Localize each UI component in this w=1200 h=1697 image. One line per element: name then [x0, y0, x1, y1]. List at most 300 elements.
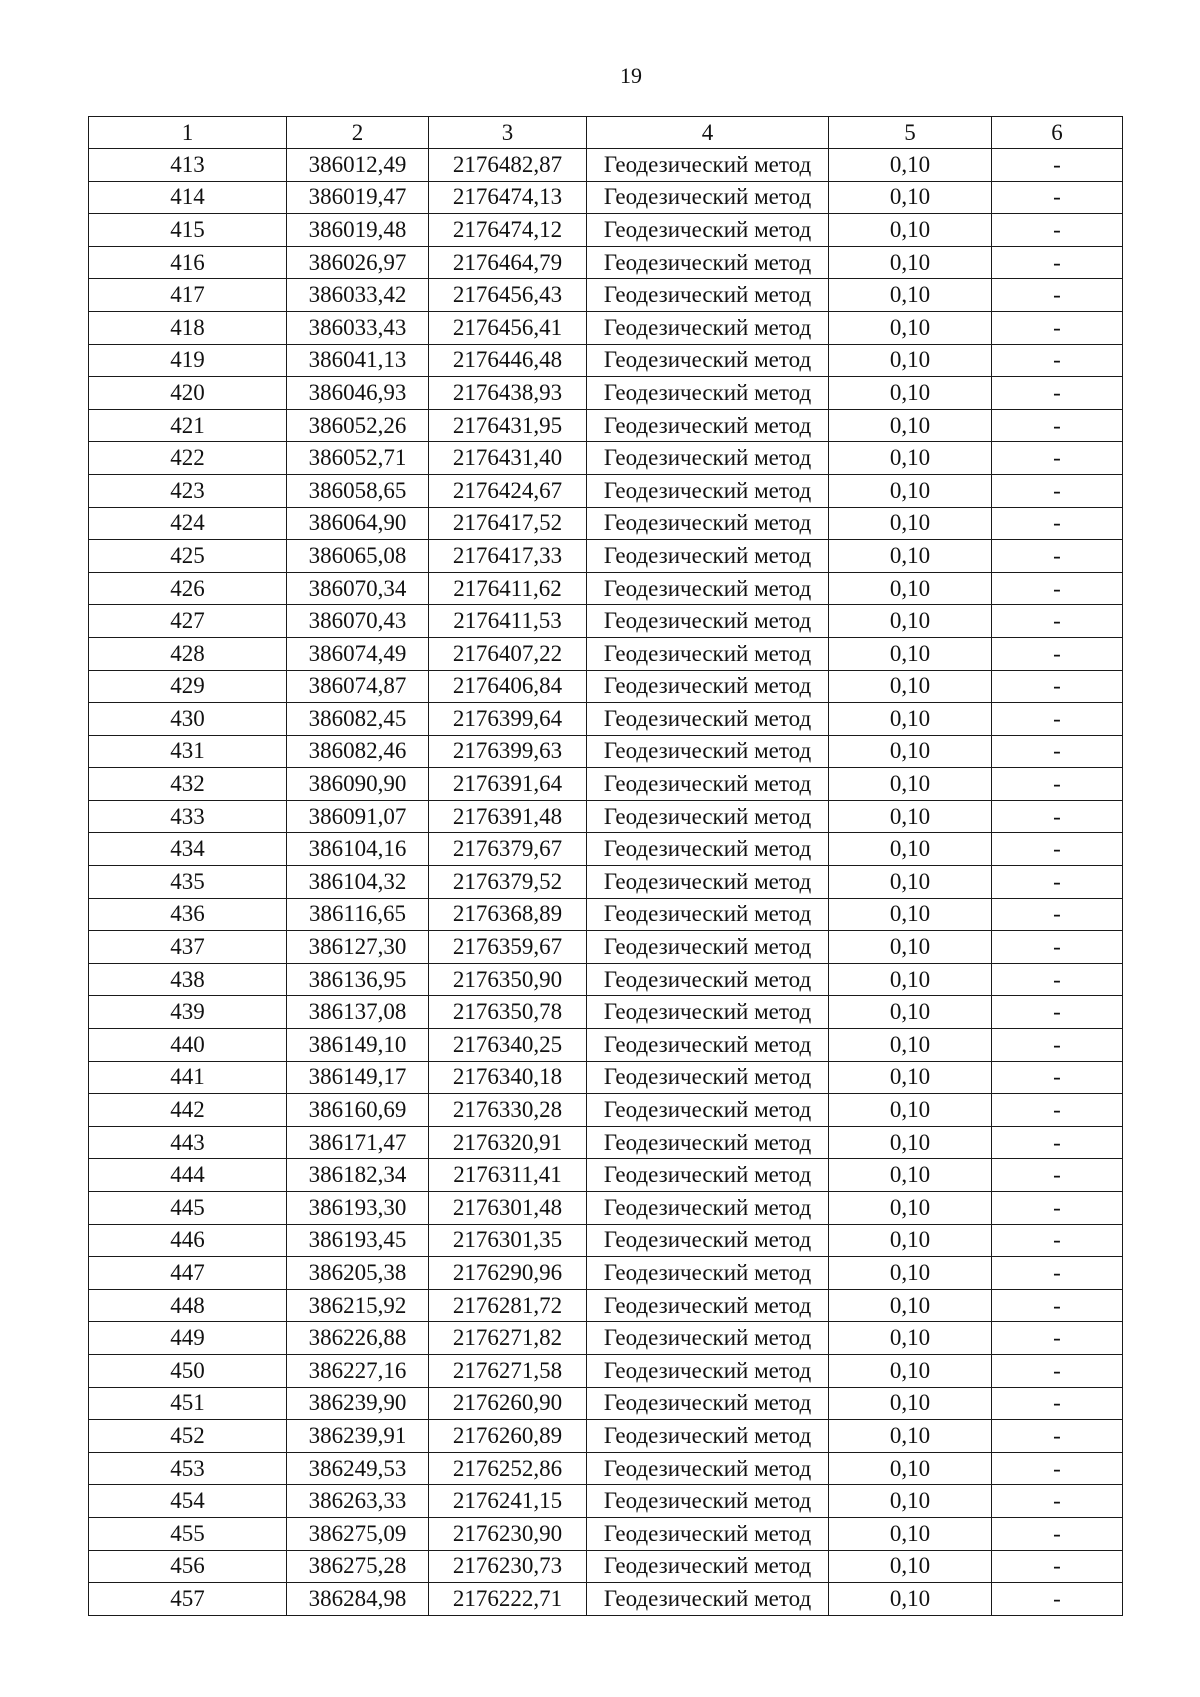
method-cell: Геодезический метод [587, 377, 829, 410]
table-row [89, 1126, 1123, 1159]
point-number-cell: 457 [89, 1583, 287, 1616]
table-row [89, 1485, 1123, 1518]
x-coordinate-cell: 386046,93 [287, 377, 429, 410]
point-number-cell: 441 [89, 1061, 287, 1094]
accuracy-cell: 0,10 [829, 1094, 992, 1127]
x-coordinate-cell: 386074,87 [287, 670, 429, 703]
accuracy-cell: 0,10 [829, 311, 992, 344]
table-row [89, 1257, 1123, 1290]
method-cell: Геодезический метод [587, 409, 829, 442]
method-cell: Геодезический метод [587, 800, 829, 833]
point-number-cell: 446 [89, 1224, 287, 1257]
accuracy-cell: 0,10 [829, 637, 992, 670]
method-cell: Геодезический метод [587, 605, 829, 638]
description-cell: - [992, 1257, 1123, 1290]
accuracy-cell: 0,10 [829, 540, 992, 573]
method-cell: Геодезический метод [587, 1126, 829, 1159]
point-number-cell: 448 [89, 1289, 287, 1322]
y-coordinate-cell: 2176446,48 [429, 344, 587, 377]
table-row [89, 279, 1123, 312]
method-cell: Геодезический метод [587, 1094, 829, 1127]
accuracy-cell: 0,10 [829, 1420, 992, 1453]
accuracy-cell: 0,10 [829, 1029, 992, 1062]
y-coordinate-cell: 2176399,64 [429, 703, 587, 736]
method-cell: Геодезический метод [587, 670, 829, 703]
y-coordinate-cell: 2176260,90 [429, 1387, 587, 1420]
description-cell: - [992, 735, 1123, 768]
accuracy-cell: 0,10 [829, 181, 992, 214]
point-number-cell: 443 [89, 1126, 287, 1159]
point-number-cell: 417 [89, 279, 287, 312]
x-coordinate-cell: 386182,34 [287, 1159, 429, 1192]
table-row [89, 735, 1123, 768]
description-cell: - [992, 149, 1123, 182]
table-row [89, 377, 1123, 410]
table-row [89, 540, 1123, 573]
table-header [89, 117, 1123, 149]
description-cell: - [992, 931, 1123, 964]
table-row [89, 833, 1123, 866]
x-coordinate-cell: 386263,33 [287, 1485, 429, 1518]
description-cell: - [992, 1322, 1123, 1355]
method-cell: Геодезический метод [587, 1257, 829, 1290]
point-number-cell: 423 [89, 474, 287, 507]
description-cell: - [992, 246, 1123, 279]
y-coordinate-cell: 2176417,33 [429, 540, 587, 573]
y-coordinate-cell: 2176359,67 [429, 931, 587, 964]
method-cell: Геодезический метод [587, 1387, 829, 1420]
description-cell: - [992, 703, 1123, 736]
accuracy-cell: 0,10 [829, 1583, 992, 1616]
method-cell: Геодезический метод [587, 996, 829, 1029]
table-row [89, 1061, 1123, 1094]
point-number-cell: 453 [89, 1452, 287, 1485]
method-cell: Геодезический метод [587, 866, 829, 899]
x-coordinate-cell: 386019,48 [287, 214, 429, 247]
x-coordinate-cell: 386116,65 [287, 898, 429, 931]
accuracy-cell: 0,10 [829, 800, 992, 833]
y-coordinate-cell: 2176230,73 [429, 1550, 587, 1583]
accuracy-cell: 0,10 [829, 1289, 992, 1322]
x-coordinate-cell: 386215,92 [287, 1289, 429, 1322]
table-row [89, 214, 1123, 247]
description-cell: - [992, 1452, 1123, 1485]
y-coordinate-cell: 2176350,78 [429, 996, 587, 1029]
x-coordinate-cell: 386160,69 [287, 1094, 429, 1127]
accuracy-cell: 0,10 [829, 1517, 992, 1550]
point-number-cell: 426 [89, 572, 287, 605]
x-coordinate-cell: 386149,17 [287, 1061, 429, 1094]
x-coordinate-cell: 386193,45 [287, 1224, 429, 1257]
point-number-cell: 444 [89, 1159, 287, 1192]
x-coordinate-cell: 386033,42 [287, 279, 429, 312]
method-cell: Геодезический метод [587, 703, 829, 736]
method-cell: Геодезический метод [587, 1159, 829, 1192]
x-coordinate-cell: 386127,30 [287, 931, 429, 964]
description-cell: - [992, 866, 1123, 899]
method-cell: Геодезический метод [587, 1224, 829, 1257]
table-row [89, 1583, 1123, 1616]
table-row [89, 1420, 1123, 1453]
x-coordinate-cell: 386065,08 [287, 540, 429, 573]
y-coordinate-cell: 2176301,48 [429, 1192, 587, 1225]
y-coordinate-cell: 2176311,41 [429, 1159, 587, 1192]
y-coordinate-cell: 2176260,89 [429, 1420, 587, 1453]
x-coordinate-cell: 386205,38 [287, 1257, 429, 1290]
description-cell: - [992, 1159, 1123, 1192]
point-number-cell: 414 [89, 181, 287, 214]
header-col-1: 1 [89, 117, 287, 149]
header-col-6: 6 [992, 117, 1123, 149]
x-coordinate-cell: 386082,45 [287, 703, 429, 736]
x-coordinate-cell: 386249,53 [287, 1452, 429, 1485]
accuracy-cell: 0,10 [829, 442, 992, 475]
accuracy-cell: 0,10 [829, 214, 992, 247]
accuracy-cell: 0,10 [829, 1387, 992, 1420]
method-cell: Геодезический метод [587, 898, 829, 931]
description-cell: - [992, 1094, 1123, 1127]
point-number-cell: 436 [89, 898, 287, 931]
y-coordinate-cell: 2176464,79 [429, 246, 587, 279]
table-row [89, 605, 1123, 638]
accuracy-cell: 0,10 [829, 1224, 992, 1257]
y-coordinate-cell: 2176391,48 [429, 800, 587, 833]
accuracy-cell: 0,10 [829, 1061, 992, 1094]
point-number-cell: 429 [89, 670, 287, 703]
accuracy-cell: 0,10 [829, 605, 992, 638]
point-number-cell: 454 [89, 1485, 287, 1518]
point-number-cell: 440 [89, 1029, 287, 1062]
description-cell: - [992, 833, 1123, 866]
description-cell: - [992, 1420, 1123, 1453]
y-coordinate-cell: 2176474,13 [429, 181, 587, 214]
x-coordinate-cell: 386275,28 [287, 1550, 429, 1583]
table-row [89, 1192, 1123, 1225]
point-number-cell: 424 [89, 507, 287, 540]
y-coordinate-cell: 2176424,67 [429, 474, 587, 507]
table-row [89, 474, 1123, 507]
accuracy-cell: 0,10 [829, 409, 992, 442]
point-number-cell: 415 [89, 214, 287, 247]
x-coordinate-cell: 386033,43 [287, 311, 429, 344]
table-row [89, 931, 1123, 964]
method-cell: Геодезический метод [587, 1517, 829, 1550]
x-coordinate-cell: 386019,47 [287, 181, 429, 214]
table-row [89, 344, 1123, 377]
y-coordinate-cell: 2176411,53 [429, 605, 587, 638]
description-cell: - [992, 768, 1123, 801]
x-coordinate-cell: 386239,91 [287, 1420, 429, 1453]
point-number-cell: 451 [89, 1387, 287, 1420]
method-cell: Геодезический метод [587, 181, 829, 214]
table-row [89, 866, 1123, 899]
y-coordinate-cell: 2176417,52 [429, 507, 587, 540]
description-cell: - [992, 800, 1123, 833]
x-coordinate-cell: 386091,07 [287, 800, 429, 833]
point-number-cell: 445 [89, 1192, 287, 1225]
table-row [89, 637, 1123, 670]
accuracy-cell: 0,10 [829, 474, 992, 507]
description-cell: - [992, 1126, 1123, 1159]
method-cell: Геодезический метод [587, 1289, 829, 1322]
description-cell: - [992, 409, 1123, 442]
table-row [89, 246, 1123, 279]
y-coordinate-cell: 2176320,91 [429, 1126, 587, 1159]
y-coordinate-cell: 2176340,25 [429, 1029, 587, 1062]
method-cell: Геодезический метод [587, 833, 829, 866]
description-cell: - [992, 181, 1123, 214]
point-number-cell: 456 [89, 1550, 287, 1583]
accuracy-cell: 0,10 [829, 279, 992, 312]
method-cell: Геодезический метод [587, 1192, 829, 1225]
x-coordinate-cell: 386171,47 [287, 1126, 429, 1159]
y-coordinate-cell: 2176281,72 [429, 1289, 587, 1322]
method-cell: Геодезический метод [587, 149, 829, 182]
point-number-cell: 439 [89, 996, 287, 1029]
coordinates-table [88, 116, 1123, 1616]
x-coordinate-cell: 386082,46 [287, 735, 429, 768]
description-cell: - [992, 507, 1123, 540]
description-cell: - [992, 637, 1123, 670]
method-cell: Геодезический метод [587, 1029, 829, 1062]
y-coordinate-cell: 2176431,95 [429, 409, 587, 442]
description-cell: - [992, 1289, 1123, 1322]
header-col-5: 5 [829, 117, 992, 149]
y-coordinate-cell: 2176474,12 [429, 214, 587, 247]
point-number-cell: 425 [89, 540, 287, 573]
point-number-cell: 449 [89, 1322, 287, 1355]
x-coordinate-cell: 386227,16 [287, 1354, 429, 1387]
accuracy-cell: 0,10 [829, 866, 992, 899]
description-cell: - [992, 1192, 1123, 1225]
accuracy-cell: 0,10 [829, 1257, 992, 1290]
point-number-cell: 435 [89, 866, 287, 899]
accuracy-cell: 0,10 [829, 931, 992, 964]
description-cell: - [992, 898, 1123, 931]
point-number-cell: 421 [89, 409, 287, 442]
description-cell: - [992, 377, 1123, 410]
y-coordinate-cell: 2176340,18 [429, 1061, 587, 1094]
point-number-cell: 434 [89, 833, 287, 866]
table-row [89, 572, 1123, 605]
accuracy-cell: 0,10 [829, 1452, 992, 1485]
method-cell: Геодезический метод [587, 279, 829, 312]
x-coordinate-cell: 386041,13 [287, 344, 429, 377]
header-col-3: 3 [429, 117, 587, 149]
method-cell: Геодезический метод [587, 344, 829, 377]
method-cell: Геодезический метод [587, 1354, 829, 1387]
accuracy-cell: 0,10 [829, 1354, 992, 1387]
x-coordinate-cell: 386070,34 [287, 572, 429, 605]
x-coordinate-cell: 386064,90 [287, 507, 429, 540]
y-coordinate-cell: 2176411,62 [429, 572, 587, 605]
x-coordinate-cell: 386149,10 [287, 1029, 429, 1062]
method-cell: Геодезический метод [587, 1322, 829, 1355]
description-cell: - [992, 1061, 1123, 1094]
x-coordinate-cell: 386090,90 [287, 768, 429, 801]
table-row [89, 1387, 1123, 1420]
header-col-2: 2 [287, 117, 429, 149]
description-cell: - [992, 442, 1123, 475]
table-row [89, 181, 1123, 214]
method-cell: Геодезический метод [587, 735, 829, 768]
method-cell: Геодезический метод [587, 637, 829, 670]
point-number-cell: 420 [89, 377, 287, 410]
y-coordinate-cell: 2176406,84 [429, 670, 587, 703]
description-cell: - [992, 605, 1123, 638]
x-coordinate-cell: 386193,30 [287, 1192, 429, 1225]
x-coordinate-cell: 386052,71 [287, 442, 429, 475]
method-cell: Геодезический метод [587, 1550, 829, 1583]
description-cell: - [992, 1583, 1123, 1616]
x-coordinate-cell: 386136,95 [287, 963, 429, 996]
table-row [89, 1550, 1123, 1583]
accuracy-cell: 0,10 [829, 149, 992, 182]
point-number-cell: 452 [89, 1420, 287, 1453]
x-coordinate-cell: 386137,08 [287, 996, 429, 1029]
method-cell: Геодезический метод [587, 1061, 829, 1094]
y-coordinate-cell: 2176350,90 [429, 963, 587, 996]
x-coordinate-cell: 386074,49 [287, 637, 429, 670]
y-coordinate-cell: 2176379,52 [429, 866, 587, 899]
y-coordinate-cell: 2176407,22 [429, 637, 587, 670]
description-cell: - [992, 1517, 1123, 1550]
accuracy-cell: 0,10 [829, 670, 992, 703]
accuracy-cell: 0,10 [829, 1550, 992, 1583]
method-cell: Геодезический метод [587, 214, 829, 247]
description-cell: - [992, 279, 1123, 312]
table-row [89, 1322, 1123, 1355]
table-row [89, 1094, 1123, 1127]
description-cell: - [992, 1354, 1123, 1387]
x-coordinate-cell: 386104,32 [287, 866, 429, 899]
description-cell: - [992, 474, 1123, 507]
point-number-cell: 455 [89, 1517, 287, 1550]
method-cell: Геодезический метод [587, 474, 829, 507]
method-cell: Геодезический метод [587, 963, 829, 996]
accuracy-cell: 0,10 [829, 1192, 992, 1225]
method-cell: Геодезический метод [587, 768, 829, 801]
accuracy-cell: 0,10 [829, 377, 992, 410]
method-cell: Геодезический метод [587, 1420, 829, 1453]
y-coordinate-cell: 2176230,90 [429, 1517, 587, 1550]
table-row [89, 1517, 1123, 1550]
y-coordinate-cell: 2176222,71 [429, 1583, 587, 1616]
accuracy-cell: 0,10 [829, 572, 992, 605]
description-cell: - [992, 344, 1123, 377]
point-number-cell: 416 [89, 246, 287, 279]
method-cell: Геодезический метод [587, 1452, 829, 1485]
accuracy-cell: 0,10 [829, 344, 992, 377]
x-coordinate-cell: 386058,65 [287, 474, 429, 507]
x-coordinate-cell: 386284,98 [287, 1583, 429, 1616]
point-number-cell: 442 [89, 1094, 287, 1127]
method-cell: Геодезический метод [587, 540, 829, 573]
accuracy-cell: 0,10 [829, 963, 992, 996]
method-cell: Геодезический метод [587, 311, 829, 344]
x-coordinate-cell: 386239,90 [287, 1387, 429, 1420]
table-body [89, 149, 1123, 1616]
table-row [89, 670, 1123, 703]
x-coordinate-cell: 386052,26 [287, 409, 429, 442]
point-number-cell: 419 [89, 344, 287, 377]
method-cell: Геодезический метод [587, 931, 829, 964]
table-row [89, 963, 1123, 996]
accuracy-cell: 0,10 [829, 246, 992, 279]
table-row [89, 1029, 1123, 1062]
point-number-cell: 450 [89, 1354, 287, 1387]
y-coordinate-cell: 2176368,89 [429, 898, 587, 931]
point-number-cell: 430 [89, 703, 287, 736]
table-row [89, 1354, 1123, 1387]
point-number-cell: 422 [89, 442, 287, 475]
table-row [89, 800, 1123, 833]
x-coordinate-cell: 386026,97 [287, 246, 429, 279]
y-coordinate-cell: 2176438,93 [429, 377, 587, 410]
y-coordinate-cell: 2176431,40 [429, 442, 587, 475]
table-row [89, 507, 1123, 540]
method-cell: Геодезический метод [587, 572, 829, 605]
table-row [89, 703, 1123, 736]
page-number: 19 [620, 63, 642, 88]
method-cell: Геодезический метод [587, 246, 829, 279]
method-cell: Геодезический метод [587, 1583, 829, 1616]
accuracy-cell: 0,10 [829, 768, 992, 801]
x-coordinate-cell: 386012,49 [287, 149, 429, 182]
x-coordinate-cell: 386226,88 [287, 1322, 429, 1355]
accuracy-cell: 0,10 [829, 507, 992, 540]
y-coordinate-cell: 2176301,35 [429, 1224, 587, 1257]
accuracy-cell: 0,10 [829, 898, 992, 931]
description-cell: - [992, 1550, 1123, 1583]
header-col-4: 4 [587, 117, 829, 149]
description-cell: - [992, 1485, 1123, 1518]
table-row [89, 1452, 1123, 1485]
accuracy-cell: 0,10 [829, 1322, 992, 1355]
point-number-cell: 433 [89, 800, 287, 833]
y-coordinate-cell: 2176482,87 [429, 149, 587, 182]
y-coordinate-cell: 2176379,67 [429, 833, 587, 866]
point-number-cell: 438 [89, 963, 287, 996]
method-cell: Геодезический метод [587, 507, 829, 540]
point-number-cell: 413 [89, 149, 287, 182]
y-coordinate-cell: 2176241,15 [429, 1485, 587, 1518]
description-cell: - [992, 572, 1123, 605]
description-cell: - [992, 214, 1123, 247]
table-row [89, 149, 1123, 182]
description-cell: - [992, 1387, 1123, 1420]
y-coordinate-cell: 2176391,64 [429, 768, 587, 801]
y-coordinate-cell: 2176252,86 [429, 1452, 587, 1485]
point-number-cell: 428 [89, 637, 287, 670]
point-number-cell: 431 [89, 735, 287, 768]
table-row [89, 311, 1123, 344]
table-row [89, 409, 1123, 442]
table-row [89, 1289, 1123, 1322]
description-cell: - [992, 311, 1123, 344]
accuracy-cell: 0,10 [829, 1159, 992, 1192]
y-coordinate-cell: 2176271,58 [429, 1354, 587, 1387]
table-row [89, 768, 1123, 801]
y-coordinate-cell: 2176271,82 [429, 1322, 587, 1355]
y-coordinate-cell: 2176399,63 [429, 735, 587, 768]
table-row [89, 996, 1123, 1029]
description-cell: - [992, 996, 1123, 1029]
description-cell: - [992, 540, 1123, 573]
x-coordinate-cell: 386104,16 [287, 833, 429, 866]
point-number-cell: 437 [89, 931, 287, 964]
point-number-cell: 427 [89, 605, 287, 638]
